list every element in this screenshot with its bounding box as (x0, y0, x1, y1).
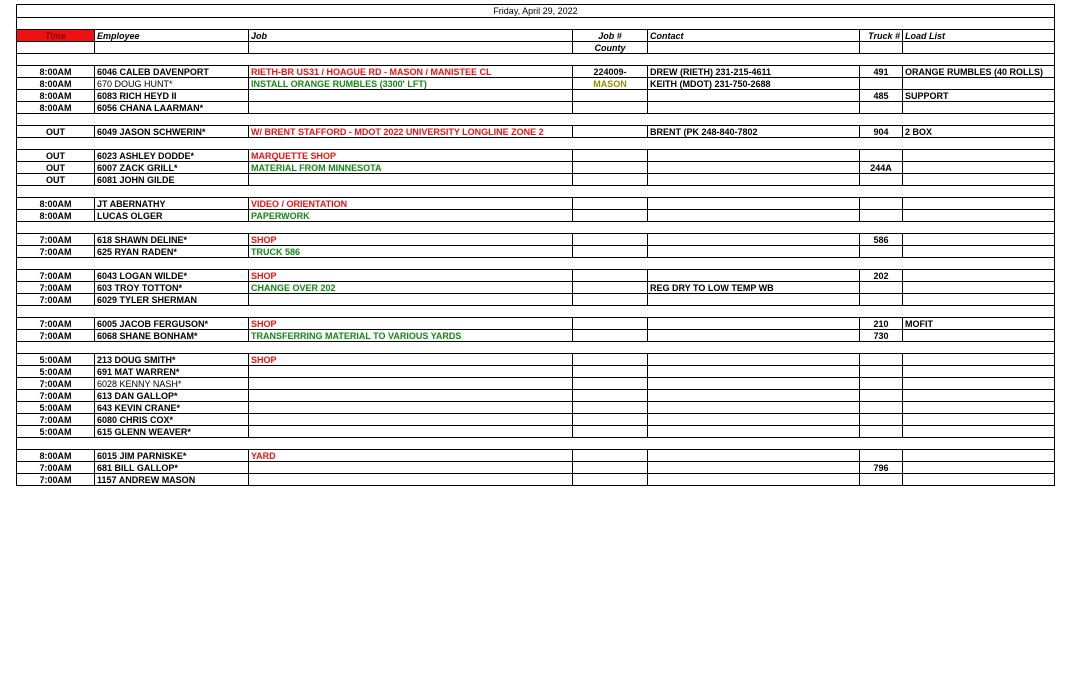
truck-cell: 202 (860, 270, 903, 282)
load-list-cell (903, 462, 1055, 474)
schedule-table (16, 4, 1055, 486)
contact-cell (648, 174, 860, 186)
schedule-row (17, 402, 1055, 414)
job-cell (249, 294, 573, 306)
job-number-cell (573, 102, 648, 114)
employee-cell: 6068 SHANE BONHAM* (95, 330, 249, 342)
load-list-cell (903, 270, 1055, 282)
employee-cell: 643 KEVIN CRANE* (95, 402, 249, 414)
contact-cell (648, 450, 860, 462)
contact-cell (648, 390, 860, 402)
contact-cell (648, 366, 860, 378)
job-number-cell (573, 234, 648, 246)
job-cell: VIDEO / ORIENTATION (249, 198, 573, 210)
header-job: Job (249, 30, 573, 42)
time-cell: 8:00AM (17, 210, 95, 222)
contact-cell (648, 462, 860, 474)
schedule-row (17, 150, 1055, 162)
job-number-cell (573, 474, 648, 486)
truck-cell (860, 174, 903, 186)
time-cell: 8:00AM (17, 102, 95, 114)
truck-cell (860, 102, 903, 114)
contact-cell (648, 234, 860, 246)
load-list-cell (903, 450, 1055, 462)
header-time: Time (17, 30, 95, 42)
time-cell: 7:00AM (17, 318, 95, 330)
time-cell: 5:00AM (17, 426, 95, 438)
load-list-cell (903, 402, 1055, 414)
schedule-row (17, 234, 1055, 246)
employee-cell: 691 MAT WARREN* (95, 366, 249, 378)
job-number-cell (573, 198, 648, 210)
schedule-row (17, 78, 1055, 90)
spacer-row (17, 222, 1055, 234)
spacer-row (17, 306, 1055, 318)
employee-cell: 6080 CHRIS COX* (95, 414, 249, 426)
truck-cell (860, 474, 903, 486)
schedule-row (17, 270, 1055, 282)
job-number-cell (573, 378, 648, 390)
time-cell: 7:00AM (17, 282, 95, 294)
job-number-cell (573, 462, 648, 474)
job-cell: INSTALL ORANGE RUMBLES (3300' LFT) (249, 78, 573, 90)
job-cell: TRUCK 586 (249, 246, 573, 258)
job-cell (249, 366, 573, 378)
truck-cell (860, 282, 903, 294)
time-cell: 7:00AM (17, 462, 95, 474)
contact-cell (648, 198, 860, 210)
job-number-cell (573, 402, 648, 414)
employee-cell: 6007 ZACK GRILL* (95, 162, 249, 174)
employee-cell: 681 BILL GALLOP* (95, 462, 249, 474)
header-truck: Truck # (860, 30, 903, 42)
load-list-cell (903, 294, 1055, 306)
job-cell: SHOP (249, 318, 573, 330)
job-number-cell (573, 150, 648, 162)
schedule-row (17, 162, 1055, 174)
job-cell: TRANSFERRING MATERIAL TO VARIOUS YARDS (249, 330, 573, 342)
header-contact: Contact (648, 30, 860, 42)
employee-cell: 6029 TYLER SHERMAN (95, 294, 249, 306)
truck-cell (860, 378, 903, 390)
load-list-cell (903, 378, 1055, 390)
time-cell: 7:00AM (17, 246, 95, 258)
spacer-row (17, 54, 1055, 66)
employee-cell: 615 GLENN WEAVER* (95, 426, 249, 438)
schedule-sheet (16, 4, 1054, 486)
time-cell: 7:00AM (17, 234, 95, 246)
schedule-row (17, 90, 1055, 102)
load-list-cell (903, 198, 1055, 210)
schedule-row (17, 282, 1055, 294)
contact-cell (648, 354, 860, 366)
job-number-cell (573, 282, 648, 294)
contact-cell: KEITH (MDOT) 231-750-2688 (648, 78, 860, 90)
job-cell: W/ BRENT STAFFORD - MDOT 2022 UNIVERSITY LONGLINE ZONE 2 (249, 126, 573, 138)
schedule-row (17, 318, 1055, 330)
employee-cell: 213 DOUG SMITH* (95, 354, 249, 366)
contact-cell: BRENT (PK 248-840-7802 (648, 126, 860, 138)
employee-cell: 6015 JIM PARNISKE* (95, 450, 249, 462)
spacer-row (17, 258, 1055, 270)
job-cell (249, 90, 573, 102)
load-list-cell (903, 282, 1055, 294)
load-list-cell (903, 414, 1055, 426)
load-list-cell (903, 162, 1055, 174)
time-cell: 7:00AM (17, 270, 95, 282)
contact-cell (648, 270, 860, 282)
truck-cell (860, 210, 903, 222)
truck-cell: 485 (860, 90, 903, 102)
employee-cell: 6005 JACOB FERGUSON* (95, 318, 249, 330)
time-cell: 7:00AM (17, 330, 95, 342)
header-row (17, 30, 1055, 42)
employee-cell: 603 TROY TOTTON* (95, 282, 249, 294)
employee-cell: 6056 CHANA LAARMAN* (95, 102, 249, 114)
employee-cell: 6083 RICH HEYD II (95, 90, 249, 102)
load-list-cell (903, 426, 1055, 438)
time-cell: 8:00AM (17, 66, 95, 78)
job-cell: SHOP (249, 270, 573, 282)
time-cell: 5:00AM (17, 366, 95, 378)
employee-cell: 6046 CALEB DAVENPORT (95, 66, 249, 78)
schedule-row (17, 198, 1055, 210)
spacer-row (17, 114, 1055, 126)
spacer-row (17, 138, 1055, 150)
time-cell: 7:00AM (17, 378, 95, 390)
schedule-row (17, 450, 1055, 462)
load-list-cell (903, 150, 1055, 162)
load-list-cell (903, 474, 1055, 486)
truck-cell (860, 294, 903, 306)
employee-cell: 6049 JASON SCHWERIN* (95, 126, 249, 138)
schedule-row (17, 354, 1055, 366)
contact-cell (648, 330, 860, 342)
employee-cell: 1157 ANDREW MASON (95, 474, 249, 486)
truck-cell (860, 246, 903, 258)
time-cell: 8:00AM (17, 78, 95, 90)
contact-cell (648, 102, 860, 114)
contact-cell: DREW (RIETH) 231-215-4611 (648, 66, 860, 78)
contact-cell (648, 150, 860, 162)
job-number-cell (573, 90, 648, 102)
employee-cell: 618 SHAWN DELINE* (95, 234, 249, 246)
job-cell: MARQUETTE SHOP (249, 150, 573, 162)
schedule-row (17, 174, 1055, 186)
job-cell (249, 390, 573, 402)
job-cell (249, 402, 573, 414)
load-list-cell (903, 246, 1055, 258)
job-number-cell (573, 330, 648, 342)
load-list-cell (903, 234, 1055, 246)
load-list-cell (903, 174, 1055, 186)
time-cell: 7:00AM (17, 294, 95, 306)
truck-cell (860, 198, 903, 210)
truck-cell: 904 (860, 126, 903, 138)
truck-cell: 796 (860, 462, 903, 474)
load-list-cell (903, 102, 1055, 114)
truck-cell (860, 414, 903, 426)
contact-cell (648, 402, 860, 414)
schedule-row (17, 378, 1055, 390)
job-number-cell (573, 162, 648, 174)
job-number-cell (573, 210, 648, 222)
load-list-cell (903, 366, 1055, 378)
header-employee: Employee (95, 30, 249, 42)
job-number-cell (573, 318, 648, 330)
time-cell: OUT (17, 174, 95, 186)
contact-cell (648, 474, 860, 486)
load-list-cell (903, 354, 1055, 366)
spacer-row (17, 438, 1055, 450)
job-cell: SHOP (249, 354, 573, 366)
employee-cell: JT ABERNATHY (95, 198, 249, 210)
truck-cell (860, 366, 903, 378)
job-cell: SHOP (249, 234, 573, 246)
contact-cell (648, 378, 860, 390)
schedule-row (17, 102, 1055, 114)
load-list-cell: ORANGE RUMBLES (40 ROLLS) (903, 66, 1055, 78)
time-cell: OUT (17, 162, 95, 174)
truck-cell (860, 426, 903, 438)
job-number-cell: MASON (573, 78, 648, 90)
job-cell (249, 462, 573, 474)
load-list-cell (903, 390, 1055, 402)
truck-cell: 730 (860, 330, 903, 342)
contact-cell (648, 90, 860, 102)
employee-cell: 6081 JOHN GILDE (95, 174, 249, 186)
job-cell (249, 378, 573, 390)
time-cell: 7:00AM (17, 414, 95, 426)
schedule-row (17, 126, 1055, 138)
job-number-cell (573, 414, 648, 426)
employee-cell: 6043 LOGAN WILDE* (95, 270, 249, 282)
header-row-2 (17, 42, 1055, 54)
job-cell (249, 102, 573, 114)
employee-cell: 613 DAN GALLOP* (95, 390, 249, 402)
employee-cell: 625 RYAN RADEN* (95, 246, 249, 258)
schedule-row (17, 246, 1055, 258)
load-list-cell (903, 210, 1055, 222)
employee-cell: 6023 ASHLEY DODDE* (95, 150, 249, 162)
spacer-row (17, 342, 1055, 354)
schedule-row (17, 414, 1055, 426)
contact-cell: REG DRY TO LOW TEMP WB (648, 282, 860, 294)
job-cell: CHANGE OVER 202 (249, 282, 573, 294)
job-number-cell: 224009- (573, 66, 648, 78)
job-number-cell (573, 174, 648, 186)
schedule-row (17, 294, 1055, 306)
schedule-row (17, 462, 1055, 474)
job-cell (249, 426, 573, 438)
schedule-row (17, 426, 1055, 438)
load-list-cell: 2 BOX (903, 126, 1055, 138)
schedule-row (17, 210, 1055, 222)
job-cell: MATERIAL FROM MINNESOTA (249, 162, 573, 174)
contact-cell (648, 246, 860, 258)
time-cell: 8:00AM (17, 90, 95, 102)
schedule-row (17, 330, 1055, 342)
employee-cell: 6028 KENNY NASH* (95, 378, 249, 390)
load-list-cell: MOFIT (903, 318, 1055, 330)
spacer-row (17, 186, 1055, 198)
header-county: County (573, 42, 648, 54)
job-cell (249, 174, 573, 186)
contact-cell (648, 294, 860, 306)
job-number-cell (573, 366, 648, 378)
time-cell: OUT (17, 150, 95, 162)
employee-cell: LUCAS OLGER (95, 210, 249, 222)
schedule-row (17, 66, 1055, 78)
truck-cell: 491 (860, 66, 903, 78)
page-title: Friday, April 29, 2022 (17, 5, 1055, 18)
truck-cell (860, 150, 903, 162)
contact-cell (648, 210, 860, 222)
job-number-cell (573, 294, 648, 306)
job-number-cell (573, 450, 648, 462)
truck-cell: 586 (860, 234, 903, 246)
job-cell (249, 474, 573, 486)
contact-cell (648, 426, 860, 438)
truck-cell (860, 402, 903, 414)
time-cell: 8:00AM (17, 198, 95, 210)
header-job-no: Job # (573, 30, 648, 42)
time-cell: 8:00AM (17, 450, 95, 462)
employee-cell: 670 DOUG HUNT* (95, 78, 249, 90)
truck-cell: 210 (860, 318, 903, 330)
load-list-cell: SUPPORT (903, 90, 1055, 102)
load-list-cell (903, 330, 1055, 342)
truck-cell (860, 354, 903, 366)
load-list-cell (903, 78, 1055, 90)
job-number-cell (573, 126, 648, 138)
time-cell: OUT (17, 126, 95, 138)
schedule-row (17, 366, 1055, 378)
job-number-cell (573, 270, 648, 282)
truck-cell: 244A (860, 162, 903, 174)
job-number-cell (573, 390, 648, 402)
job-cell: PAPERWORK (249, 210, 573, 222)
contact-cell (648, 318, 860, 330)
title-row (17, 5, 1055, 18)
time-cell: 7:00AM (17, 390, 95, 402)
contact-cell (648, 414, 860, 426)
truck-cell (860, 78, 903, 90)
blank-row (17, 18, 1055, 30)
contact-cell (648, 162, 860, 174)
job-number-cell (573, 246, 648, 258)
truck-cell (860, 450, 903, 462)
time-cell: 5:00AM (17, 354, 95, 366)
time-cell: 7:00AM (17, 474, 95, 486)
header-load-list: Load List (903, 30, 1055, 42)
job-cell: YARD (249, 450, 573, 462)
job-cell (249, 414, 573, 426)
job-number-cell (573, 426, 648, 438)
schedule-row (17, 474, 1055, 486)
job-number-cell (573, 354, 648, 366)
schedule-row (17, 390, 1055, 402)
time-cell: 5:00AM (17, 402, 95, 414)
job-cell: RIETH-BR US31 / HOAGUE RD - MASON / MANISTEE CL (249, 66, 573, 78)
truck-cell (860, 390, 903, 402)
